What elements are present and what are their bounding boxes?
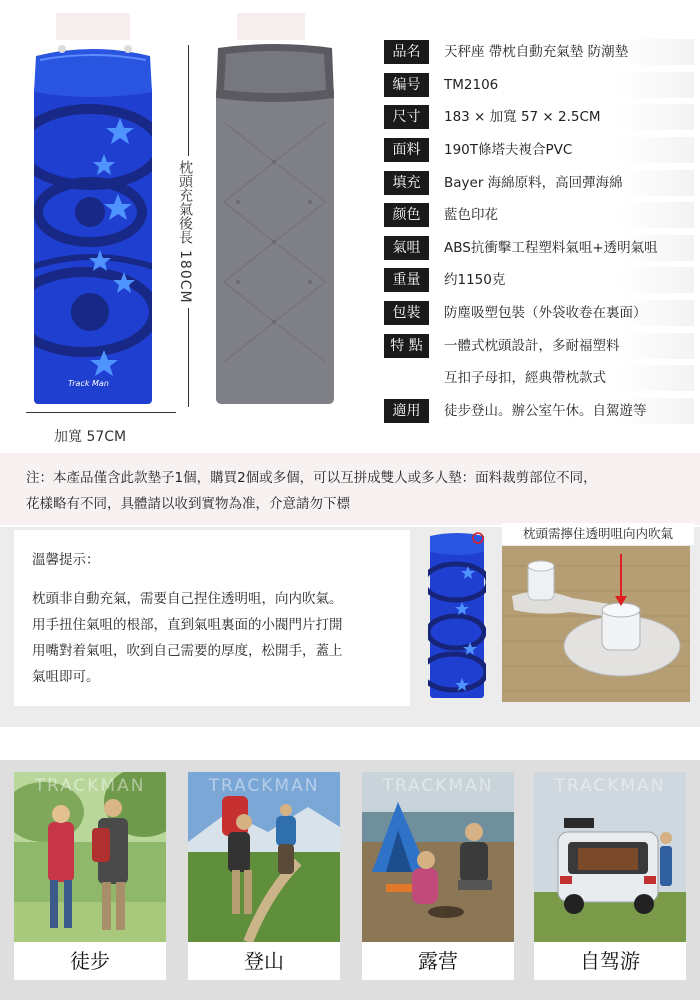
spec-value: 一體式枕頭設計，多耐福塑料: [440, 333, 694, 359]
activity-card-camping: [362, 772, 514, 980]
spec-row: [384, 362, 694, 395]
spec-label: 特 點: [384, 334, 429, 358]
hiking-photo: [14, 772, 166, 942]
hint-line: 氣咀即可。: [32, 669, 100, 685]
activity-caption: 徒步: [14, 942, 166, 980]
spec-label: [384, 366, 429, 390]
spec-label: 重量: [384, 268, 429, 292]
spec-table: [384, 36, 694, 427]
spec-label: 適用: [384, 399, 429, 423]
spec-row: [384, 199, 694, 232]
spec-label: 填充: [384, 171, 429, 195]
spec-row: [384, 36, 694, 69]
spec-value: 互扣子母扣，經典帶枕款式: [440, 365, 694, 391]
hint-line: 枕頭非自動充氣，需要自己捏住透明咀，向内吹氣。: [32, 591, 343, 607]
spec-label: 品名: [384, 40, 429, 64]
watermark: TRACKMAN: [208, 776, 320, 796]
spec-value: 190T條塔夫複合PVC: [440, 137, 694, 163]
valve-photo: [502, 546, 690, 702]
spec-label: 颜色: [384, 203, 429, 227]
note-line: 注：本產品僅含此款墊子1個，購買2個或多個，可以互拼成雙人或多人墊：面料裁剪部位不同，: [26, 470, 597, 486]
spec-label: 编号: [384, 73, 429, 97]
spec-row: [384, 232, 694, 265]
spec-row: [384, 101, 694, 134]
spec-label: 氣咀: [384, 236, 429, 260]
activity-card-roadtrip: [534, 772, 686, 980]
small-mat-image: [428, 532, 486, 700]
product-overview: [0, 0, 700, 450]
watermark: TRACKMAN: [382, 776, 494, 796]
spec-row: [384, 69, 694, 102]
spec-value: 徒步登山。辦公室午休。自駕遊等: [440, 398, 694, 424]
activity-card-climbing: [188, 772, 340, 980]
note-line: 花樣略有不同，具體請以收到實物為准，介意請勿下標: [26, 496, 350, 512]
spec-value: Bayer 海綿原料，高回彈海綿: [440, 170, 694, 196]
spec-row: [384, 264, 694, 297]
mat-logo: Track Man: [68, 379, 109, 388]
spec-value: 天秤座 帶枕自動充氣墊 防潮墊: [440, 39, 694, 65]
valve-caption: 枕頭需擰住透明咀向内吹氣: [502, 523, 694, 545]
activity-caption: 登山: [188, 942, 340, 980]
activity-caption: 自驾游: [534, 942, 686, 980]
purchase-note: [0, 453, 700, 525]
spec-value: 约1150克: [440, 267, 694, 293]
spec-value: 183 × 加寬 57 × 2.5CM: [440, 104, 694, 130]
activity-caption: 露营: [362, 942, 514, 980]
climbing-photo: [188, 772, 340, 942]
activity-card-hiking: [14, 772, 166, 980]
width-dimension-label: 加寬 57CM: [54, 429, 127, 445]
gray-mat-image: [214, 42, 336, 408]
spec-value: 藍色印花: [440, 202, 694, 228]
spec-label: 包裝: [384, 301, 429, 325]
spec-row: [384, 134, 694, 167]
placeholder-box: [237, 13, 305, 40]
hint-card: [14, 530, 410, 706]
spec-row: [384, 329, 694, 362]
spec-value: ABS抗衝擊工程塑料氣咀+透明氣咀: [440, 235, 694, 261]
camping-photo: [362, 772, 514, 942]
spec-label: 尺寸: [384, 105, 429, 129]
watermark: TRACKMAN: [34, 776, 146, 796]
roadtrip-photo: [534, 772, 686, 942]
width-dimension-line: [26, 412, 176, 413]
hint-line: 用手扭住氣咀的根部，直到氣咀裏面的小閥門片打開: [32, 617, 343, 633]
spec-row: [384, 166, 694, 199]
spec-row: [384, 395, 694, 428]
hint-line: 用嘴對着氣咀，吹到自己需要的厚度，松開手，蓋上: [32, 643, 343, 659]
spec-label: 面料: [384, 138, 429, 162]
blue-mat-image: [32, 42, 154, 408]
spec-value: 防塵吸塑包裝（外袋收卷在裏面）: [440, 300, 694, 326]
length-value: 180CM: [177, 250, 193, 304]
placeholder-box: [56, 13, 130, 40]
length-dimension-label: [172, 156, 198, 308]
spec-value: TM2106: [440, 72, 694, 98]
spec-row: [384, 297, 694, 330]
hint-title: 溫馨提示：: [32, 552, 100, 568]
length-label: 枕頭充氣後長: [177, 160, 193, 244]
watermark: TRACKMAN: [554, 776, 666, 796]
